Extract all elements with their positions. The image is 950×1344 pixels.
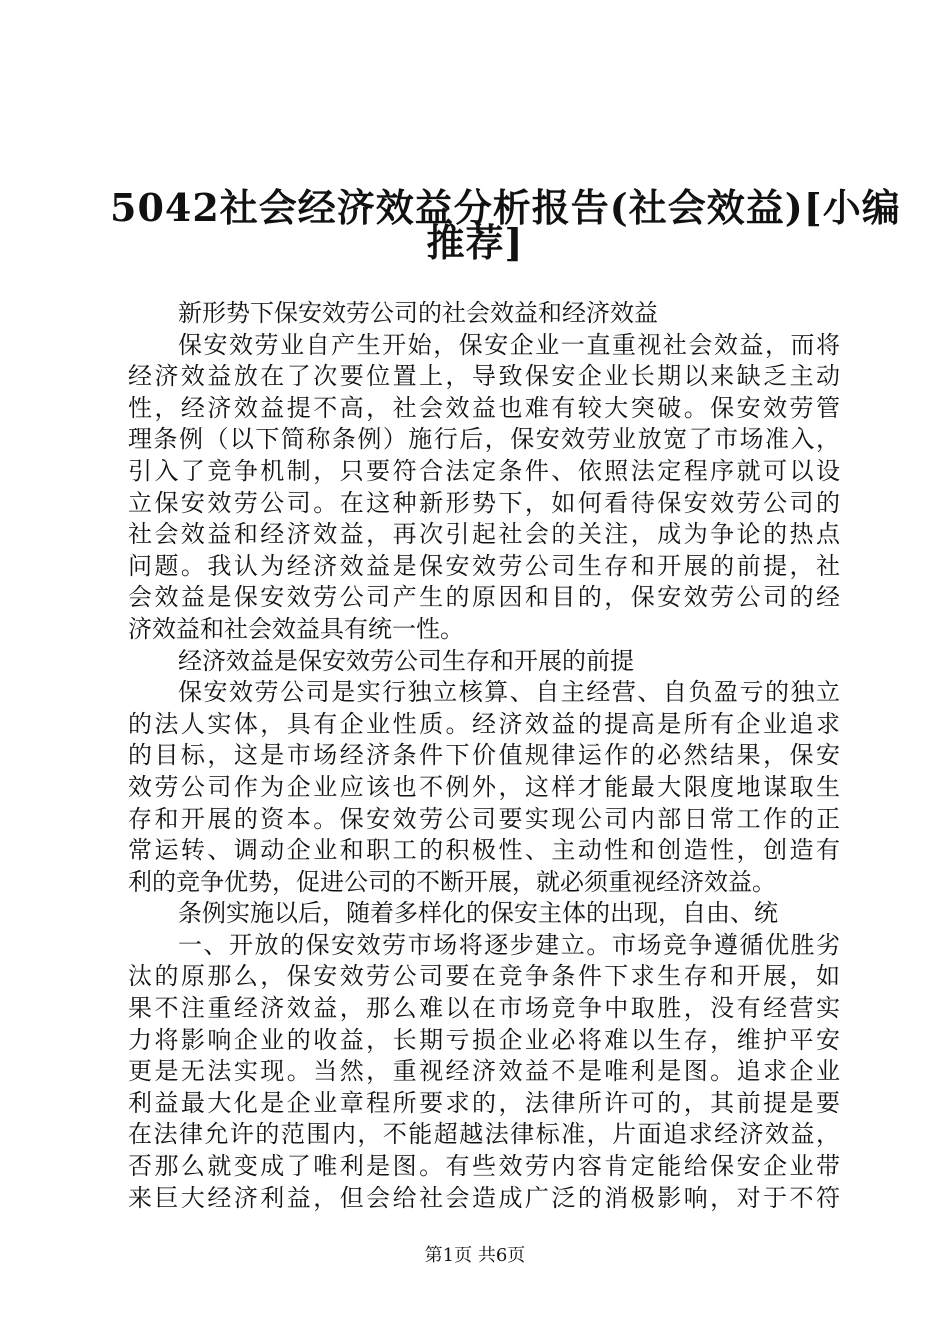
body-text-line: 存和开展的资本。保安效劳公司要实现公司内部日常工作的正: [128, 804, 840, 833]
body-text-line: 利益最大化是企业章程所要求的，法律所许可的，其前提是要: [128, 1088, 840, 1117]
body-text-line: 汰的原那么，保安效劳公司要在竞争条件下求生存和开展，如: [128, 962, 840, 991]
body-text-line: 新形势下保安效劳公司的社会效益和经济效益: [178, 299, 658, 327]
body-text-line: 力将影响企业的收益，长期亏损企业必将难以生存，维护平安: [128, 1025, 840, 1054]
document-title-line-1: 5042社会经济效益分析报告(社会效益)[小编: [110, 185, 901, 230]
body-text-line: 性，经济效益提不高，社会效益也难有较大突破。保安效劳管: [128, 393, 840, 422]
body-text-line: 利的竞争优势，促进公司的不断开展，就必须重视经济效益。: [128, 867, 776, 896]
body-text-line: 会效益是保安效劳公司产生的原因和目的，保安效劳公司的经: [128, 583, 840, 612]
body-text-line: 一、开放的保安效劳市场将逐步建立。市场竞争遵循优胜劣: [178, 930, 840, 959]
body-text-line: 立保安效劳公司。在这种新形势下，如何看待保安效劳公司的: [128, 488, 840, 517]
body-text-line: 果不注重经济效益，那么难以在市场竞争中取胜，没有经营实: [128, 994, 840, 1023]
body-text-line: 经济效益是保安效劳公司生存和开展的前提: [178, 646, 634, 675]
body-text-line: 问题。我认为经济效益是保安效劳公司生存和开展的前提，社: [128, 551, 840, 580]
body-text-line: 保安效劳业自产生开始，保安企业一直重视社会效益，而将: [178, 330, 840, 359]
body-text-line: 保安效劳公司是实行独立核算、自主经营、自负盈亏的独立: [178, 678, 840, 707]
body-text-line: 常运转、调动企业和职工的积极性、主动性和创造性，创造有: [128, 836, 840, 865]
body-text-line: 的目标，这是市场经济条件下价值规律运作的必然结果，保安: [128, 741, 840, 770]
body-text-line: 社会效益和经济效益，再次引起社会的关注，成为争论的热点: [128, 520, 840, 549]
body-text-line: 条例实施以后，随着多样化的保安主体的出现，自由、统: [178, 899, 778, 928]
body-text-line: 更是无法实现。当然，重视经济效益不是唯利是图。追求企业: [128, 1057, 840, 1086]
document-title-line-2: 推荐]: [426, 220, 524, 265]
body-text-line: 引入了竞争机制，只要符合法定条件、依照法定程序就可以设: [128, 456, 840, 485]
body-text-line: 效劳公司作为企业应该也不例外，这样才能最大限度地谋取生: [128, 772, 840, 801]
body-text-line: 在法律允许的范围内，不能超越法律标准，片面追求经济效益，: [128, 1120, 840, 1149]
body-text-line: 否那么就变成了唯利是图。有些效劳内容肯定能给保安企业带: [128, 1152, 840, 1181]
body-text-line: 济效益和社会效益具有统一性。: [128, 614, 464, 643]
body-text-line: 的法人实体，具有企业性质。经济效益的提高是所有企业追求: [128, 709, 840, 738]
body-text-line: 经济效益放在了次要位置上，导致保安企业长期以来缺乏主动: [128, 362, 840, 391]
body-text-line: 来巨大经济利益，但会给社会造成广泛的消极影响，对于不符: [128, 1183, 840, 1212]
body-text-line: 理条例（以下简称条例）施行后，保安效劳业放宽了市场准入，: [128, 425, 840, 454]
document-body: [128, 298, 840, 1214]
page-footer: 第1页 共6页: [424, 1245, 526, 1266]
